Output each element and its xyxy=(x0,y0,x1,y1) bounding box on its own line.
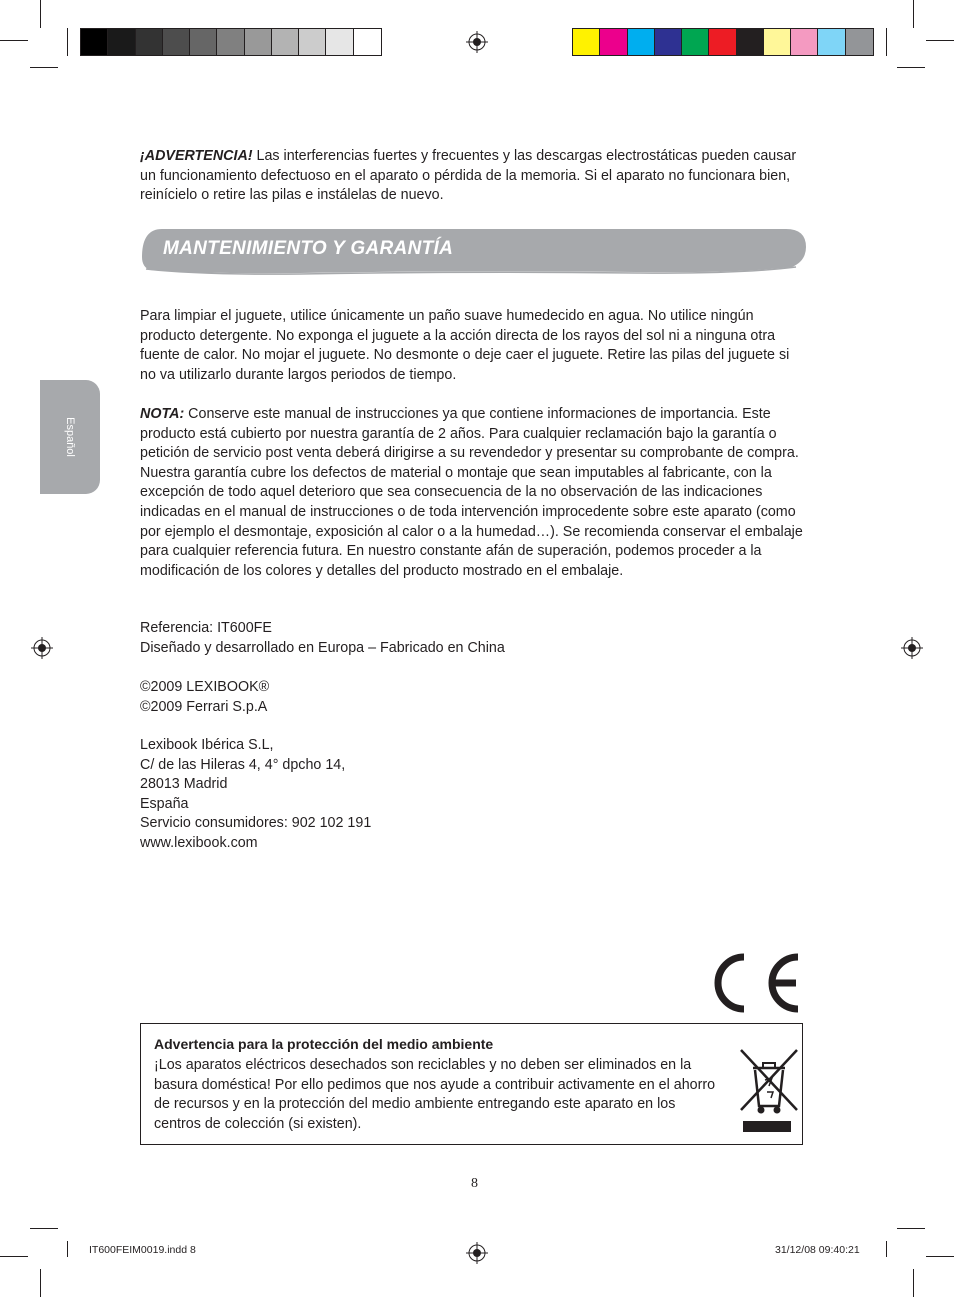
warning-text: Las interferencias fuertes y frecuentes y las descargas electrostáticas pueden causar un funcionamiento defectuoso en el aparato o pérdida de la memoria. Si el aparato no funcionara bien, reinícielo o retire las pilas e instálelas de nuevo. xyxy=(140,148,797,204)
environment-text: ¡Los aparatos eléctricos desechados son reciclables y no deben ser eliminados en la basura doméstica! Por ello pedimos que nos ayude a contribuir activamente en el ahorro de recursos y en la protección del medio ambiente entregando este aparato en los centros de colección (si existen). xyxy=(154,1057,716,1132)
warning-paragraph xyxy=(140,147,805,206)
crossed-bin-icon xyxy=(739,1048,799,1138)
crop-mark xyxy=(897,67,925,68)
reference-line: Referencia: IT600FE xyxy=(140,620,272,636)
process-color-bar xyxy=(572,28,874,56)
crop-mark xyxy=(67,28,68,56)
note-text: Conserve este manual de instrucciones ya que contiene informaciones de importancia. Este producto está cubierto por nuestra garantía de 2 años. Para cualquier reclamación bajo la garantía o petición de servicio post venta deberá dirigirse a su revendedor y presentar su comprobante de compra. Nuestra garantía cubre los defectos de material o montaje que sean imputables al fabricante, con la excepción de todo aquel deterioro que sea consecuencia de la no observación de las indicaciones indicadas en el manual de instrucciones o de toda intervención improcedente sobre este aparato (como por ejemplo el desmontaje, exposición al calor o a la humedad…). Se recomienda conservar el embalaje para cualquier referencia futura. En nuestro constante afán de superación, podemos proceder a la modificación de los colores y detalles del producto mostrado en el embalaje. xyxy=(140,406,803,579)
gray-swatch xyxy=(354,29,381,55)
address-line: 28013 Madrid xyxy=(140,776,228,793)
process-swatch xyxy=(655,29,682,55)
language-side-label: Español xyxy=(64,417,76,457)
note-paragraph xyxy=(140,405,805,581)
gray-swatch xyxy=(108,29,135,55)
crop-mark xyxy=(886,28,887,56)
gray-swatch xyxy=(299,29,326,55)
registration-mark-icon xyxy=(31,637,53,659)
gray-swatch xyxy=(136,29,163,55)
crop-mark xyxy=(926,1256,954,1257)
section-header xyxy=(140,227,808,275)
origin-line: Diseñado y desarrollado en Europa – Fabricado en China xyxy=(140,639,505,656)
service-phone-line: Servicio consumidores: 902 102 191 xyxy=(140,815,372,832)
process-swatch xyxy=(600,29,627,55)
note-label: NOTA: xyxy=(140,406,185,422)
process-swatch xyxy=(709,29,736,55)
process-swatch xyxy=(846,29,873,55)
copyright-line: ©2009 Ferrari S.p.A xyxy=(140,698,268,715)
warning-label: ¡ADVERTENCIA! xyxy=(140,148,253,164)
page-number: 8 xyxy=(471,1176,478,1191)
section-title: MANTENIMIENTO Y GARANTÍA xyxy=(163,238,454,259)
gray-swatch xyxy=(163,29,190,55)
environment-notice-box xyxy=(140,1023,803,1145)
registration-mark-icon xyxy=(901,637,923,659)
process-swatch xyxy=(682,29,709,55)
address-block xyxy=(140,736,805,854)
gray-swatch xyxy=(272,29,299,55)
gray-swatch xyxy=(190,29,217,55)
gray-swatch xyxy=(245,29,272,55)
registration-mark-icon xyxy=(466,1242,488,1264)
crop-mark xyxy=(0,40,28,41)
gray-swatch xyxy=(326,29,353,55)
environment-title: Advertencia para la protección del medio ambiente xyxy=(154,1036,494,1052)
slug-file: IT600FEIM0019.indd 8 xyxy=(89,1244,196,1256)
crop-mark xyxy=(913,1269,914,1297)
process-swatch xyxy=(764,29,791,55)
copyright-line: ©2009 LEXIBOOK® xyxy=(140,679,270,695)
website-line: www.lexibook.com xyxy=(140,834,258,851)
crop-mark xyxy=(30,1228,58,1229)
process-swatch xyxy=(818,29,845,55)
crop-mark xyxy=(886,1241,887,1257)
gray-swatch xyxy=(81,29,108,55)
crop-mark xyxy=(0,1256,28,1257)
reference-block xyxy=(140,619,805,658)
ce-mark-icon xyxy=(712,951,804,1015)
gray-swatch xyxy=(217,29,244,55)
process-swatch xyxy=(628,29,655,55)
crop-mark xyxy=(926,40,954,41)
address-line: España xyxy=(140,795,189,812)
crop-mark xyxy=(40,1269,41,1297)
crop-mark xyxy=(40,0,41,28)
process-swatch xyxy=(573,29,600,55)
process-swatch xyxy=(791,29,818,55)
registration-mark-icon xyxy=(466,31,488,53)
maintenance-paragraph: Para limpiar el juguete, utilice únicamente un paño suave humedecido en agua. No utilice ningún producto detergente. No exponga el juguete a la acción directa de los rayos del sol ni a ninguna otra fuente de calor. No mojar el juguete. No desmonte o deje caer el juguete. Retire las pilas del juguete si no va utilizarlo durante largos periodos de tiempo. xyxy=(140,308,790,383)
copyright-block xyxy=(140,678,805,717)
slug-datetime: 31/12/08 09:40:21 xyxy=(775,1244,860,1256)
crop-mark xyxy=(67,1241,68,1257)
crop-mark xyxy=(913,0,914,28)
address-line: C/ de las Hileras 4, 4° dpcho 14, xyxy=(140,756,346,773)
grayscale-color-bar xyxy=(80,28,382,56)
address-line: Lexibook Ibérica S.L, xyxy=(140,737,274,753)
process-swatch xyxy=(737,29,764,55)
crop-mark xyxy=(897,1228,925,1229)
crop-mark xyxy=(30,67,58,68)
